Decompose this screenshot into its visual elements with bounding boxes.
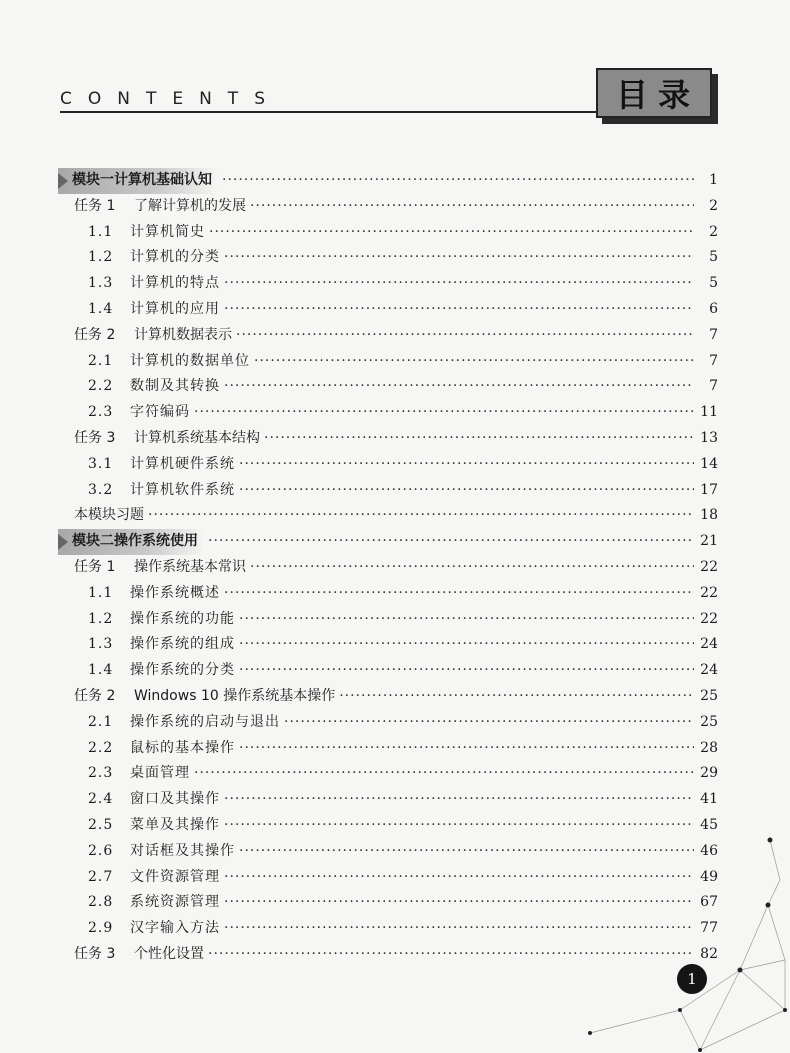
toc-entry-label [58, 839, 235, 865]
toc-entry-page: 22 [700, 584, 718, 601]
leader-dots [284, 710, 694, 736]
toc-entry-page: 25 [700, 713, 718, 730]
toc-entry-title: 汉字输入方法 [130, 920, 220, 937]
toc-entry-page: 45 [700, 816, 718, 833]
toc-entry-number: 2.3 [88, 765, 114, 782]
leader-dots [224, 374, 694, 400]
leader-dots [194, 400, 694, 426]
toc-entry-page: 28 [700, 739, 718, 756]
toc-entry-title: 计算机简史 [130, 223, 205, 240]
toc-entry-page: 22 [700, 610, 718, 627]
toc-entry[interactable] [58, 581, 718, 607]
toc-entry-number: 1.3 [88, 636, 114, 653]
toc-entry-number: 2.2 [88, 739, 114, 756]
toc-entry[interactable] [58, 658, 718, 684]
toc-entry-number: 2.4 [88, 791, 114, 808]
toc-entry[interactable] [58, 555, 718, 581]
toc-entry-number: 模块一 [72, 172, 114, 188]
toc-entry-title: 计算机数据表示 [134, 326, 232, 343]
toc-entry-label [58, 658, 235, 684]
toc-entry[interactable] [58, 245, 718, 271]
toc-entry-number: 1.1 [88, 584, 114, 601]
toc-entry-label [58, 220, 205, 246]
toc-entry-number: 2.1 [88, 713, 114, 730]
leader-dots [239, 736, 694, 762]
toc-entry-label [58, 478, 235, 504]
toc-entry-label [58, 865, 220, 891]
toc-entry-number: 2.8 [88, 894, 114, 911]
leader-dots [239, 607, 694, 633]
leader-dots [224, 297, 694, 323]
toc-entry-number: 1.2 [88, 249, 114, 266]
leader-dots [209, 220, 694, 246]
toc-entry[interactable] [58, 607, 718, 633]
toc-entry-title: 操作系统概述 [130, 584, 220, 601]
toc-entry-page: 22 [700, 558, 718, 575]
toc-entry-number: 任务 2 [74, 687, 116, 704]
page-number-badge [677, 964, 707, 994]
toc-entry-title: 计算机系统基本结构 [134, 429, 260, 446]
toc-entry-label [58, 890, 220, 916]
toc-entry-page: 1 [709, 172, 718, 188]
toc-entry-title: 个性化设置 [134, 945, 204, 962]
toc-entry-label [58, 736, 235, 762]
leader-dots [239, 632, 694, 658]
toc-entry[interactable] [58, 529, 718, 555]
toc-entry-page: 6 [709, 300, 718, 317]
toc-entry-label [58, 916, 220, 942]
toc-entry-title: 计算机基础认知 [114, 172, 212, 188]
contents-heading: CONTENTS [60, 89, 281, 109]
toc-entry-number: 2.6 [88, 842, 114, 859]
toc-entry-page: 41 [700, 791, 718, 808]
toc-entry-number: 2.3 [88, 404, 114, 421]
toc-entry[interactable] [58, 168, 718, 194]
toc-entry-label [58, 349, 250, 375]
toc-entry-title: 对话框及其操作 [130, 842, 235, 859]
toc-entry-number: 2.5 [88, 816, 114, 833]
toc-entry-label [58, 168, 218, 194]
toc-entry-number: 模块二 [72, 533, 114, 550]
leader-dots [254, 349, 694, 375]
toc-entry-number: 任务 2 [74, 326, 116, 343]
toc-entry[interactable] [58, 632, 718, 658]
toc-entry[interactable] [58, 761, 718, 787]
toc-entry-page: 13 [700, 429, 718, 446]
toc-entry-number: 3.1 [88, 455, 114, 472]
toc-entry[interactable] [58, 220, 718, 246]
toc-entry-title: 操作系统的启动与退出 [130, 713, 280, 730]
toc-entry-page: 21 [700, 533, 718, 550]
toc-entry-title: 鼠标的基本操作 [130, 739, 235, 756]
toc-entry-page: 7 [709, 326, 718, 343]
toc-entry-label [58, 426, 260, 452]
toc-entry-title: 操作系统使用 [114, 533, 198, 550]
toc-entry[interactable] [58, 478, 718, 504]
page-title: 目录 [615, 76, 700, 114]
toc-entry-page: 5 [709, 275, 718, 292]
toc-entry-page: 24 [700, 662, 718, 679]
title-box [596, 68, 712, 118]
leader-dots [250, 194, 694, 220]
toc-entry-page: 11 [700, 404, 718, 421]
toc-entry-number: 1.3 [88, 275, 114, 292]
toc-entry-label [58, 813, 220, 839]
page-number: 1 [687, 970, 697, 988]
toc-entry-number: 1.1 [88, 223, 114, 240]
toc-entry[interactable] [58, 684, 718, 710]
toc-entry-number: 2.2 [88, 378, 114, 395]
toc-entry-title: 了解计算机的发展 [134, 197, 246, 214]
header-rule [60, 111, 605, 113]
leader-dots [224, 245, 694, 271]
toc-entry-page: 46 [700, 842, 718, 859]
toc-entry-number: 任务 3 [74, 945, 116, 962]
toc-entry[interactable] [58, 400, 718, 426]
toc-entry-number: 2.9 [88, 920, 114, 937]
toc-entry-number: 2.7 [88, 868, 114, 885]
toc-entry[interactable] [58, 271, 718, 297]
toc-entry-title: 计算机的数据单位 [130, 352, 250, 369]
toc-entry-label [58, 761, 190, 787]
toc-entry-label [58, 942, 204, 968]
toc-entry-label [58, 245, 220, 271]
toc-entry-title: 文件资源管理 [130, 868, 220, 885]
toc-entry-title: 操作系统的分类 [130, 662, 235, 679]
toc-entry[interactable] [58, 787, 718, 813]
toc-entry-title: 计算机硬件系统 [130, 455, 235, 472]
leader-dots [208, 529, 694, 555]
toc-entry-title: 操作系统基本常识 [134, 558, 246, 575]
leader-dots [222, 168, 694, 194]
leader-dots [224, 787, 694, 813]
toc-entry-page: 24 [700, 636, 718, 653]
toc-entry[interactable] [58, 194, 718, 220]
toc-entry-title: 操作系统的组成 [130, 636, 235, 653]
toc-entry-number: 任务 1 [74, 558, 116, 575]
leader-dots [148, 503, 694, 529]
toc-entry[interactable] [58, 297, 718, 323]
toc-entry-title: 本模块习题 [74, 507, 144, 524]
toc-entry-page: 18 [700, 507, 718, 524]
toc-entry-label [58, 787, 220, 813]
toc-entry-number: 1.2 [88, 610, 114, 627]
toc-entry-title: 数制及其转换 [130, 378, 220, 395]
toc-entry-page: 14 [700, 455, 718, 472]
leader-dots [239, 478, 694, 504]
leader-dots [236, 323, 694, 349]
toc-entry-number: 1.4 [88, 662, 114, 679]
toc-entry-page: 25 [700, 687, 718, 704]
toc-entry-label [58, 529, 204, 555]
toc-entry-label [58, 271, 220, 297]
toc-entry-label [58, 400, 190, 426]
toc-entry[interactable] [58, 349, 718, 375]
toc-entry-label [58, 555, 246, 581]
leader-dots [239, 452, 694, 478]
toc-entry-page: 17 [700, 481, 718, 498]
toc-entry-title: 字符编码 [130, 404, 190, 421]
leader-dots [264, 426, 694, 452]
toc-entry-title: 菜单及其操作 [130, 816, 220, 833]
toc-entry-label [58, 632, 235, 658]
toc-entry-page: 7 [709, 378, 718, 395]
toc-entry-number: 1.4 [88, 300, 114, 317]
toc-entry-page: 82 [700, 945, 718, 962]
leader-dots [250, 555, 694, 581]
toc-entry-page: 29 [700, 765, 718, 782]
toc-entry-page: 2 [709, 223, 718, 240]
toc-entry-title: Windows 10 操作系统基本操作 [134, 687, 336, 704]
network-decoration [560, 820, 790, 1053]
toc-entry-label [58, 194, 246, 220]
toc-entry-page: 49 [700, 868, 718, 885]
toc-entry-title: 计算机软件系统 [130, 481, 235, 498]
leader-dots [239, 658, 694, 684]
toc-entry[interactable] [58, 710, 718, 736]
toc-entry-title: 桌面管理 [130, 765, 190, 782]
leader-dots [194, 761, 694, 787]
toc-entry-label [58, 323, 232, 349]
toc-entry[interactable] [58, 452, 718, 478]
toc-entry-label [58, 684, 335, 710]
toc-entry[interactable] [58, 426, 718, 452]
toc-entry-number: 3.2 [88, 481, 114, 498]
toc-entry-page: 7 [709, 352, 718, 369]
toc-entry-label [58, 581, 220, 607]
toc-entry-page: 67 [700, 894, 718, 911]
toc-entry-label [58, 452, 235, 478]
leader-dots [224, 581, 694, 607]
toc-entry-title: 计算机的特点 [130, 275, 220, 292]
leader-dots [224, 271, 694, 297]
toc-entry-number: 任务 1 [74, 197, 116, 214]
toc-entry[interactable] [58, 503, 718, 529]
toc-entry-label [58, 710, 280, 736]
toc-entry-number: 2.1 [88, 352, 114, 369]
toc-entry-page: 77 [700, 920, 718, 937]
toc-entry-label [58, 297, 220, 323]
toc-entry-title: 窗口及其操作 [130, 791, 220, 808]
leader-dots [339, 684, 694, 710]
toc-entry-title: 操作系统的功能 [130, 610, 235, 627]
toc-entry-number: 任务 3 [74, 429, 116, 446]
toc-entry-label [58, 503, 144, 529]
toc-entry-label [58, 607, 235, 633]
toc-entry[interactable] [58, 374, 718, 400]
toc-entry-title: 系统资源管理 [130, 894, 220, 911]
toc-entry-page: 2 [709, 197, 718, 214]
toc-entry-title: 计算机的应用 [130, 300, 220, 317]
toc-entry[interactable] [58, 736, 718, 762]
toc-entry-title: 计算机的分类 [130, 249, 220, 266]
toc-entry[interactable] [58, 323, 718, 349]
toc-entry-page: 5 [709, 249, 718, 266]
toc-entry-label [58, 374, 220, 400]
